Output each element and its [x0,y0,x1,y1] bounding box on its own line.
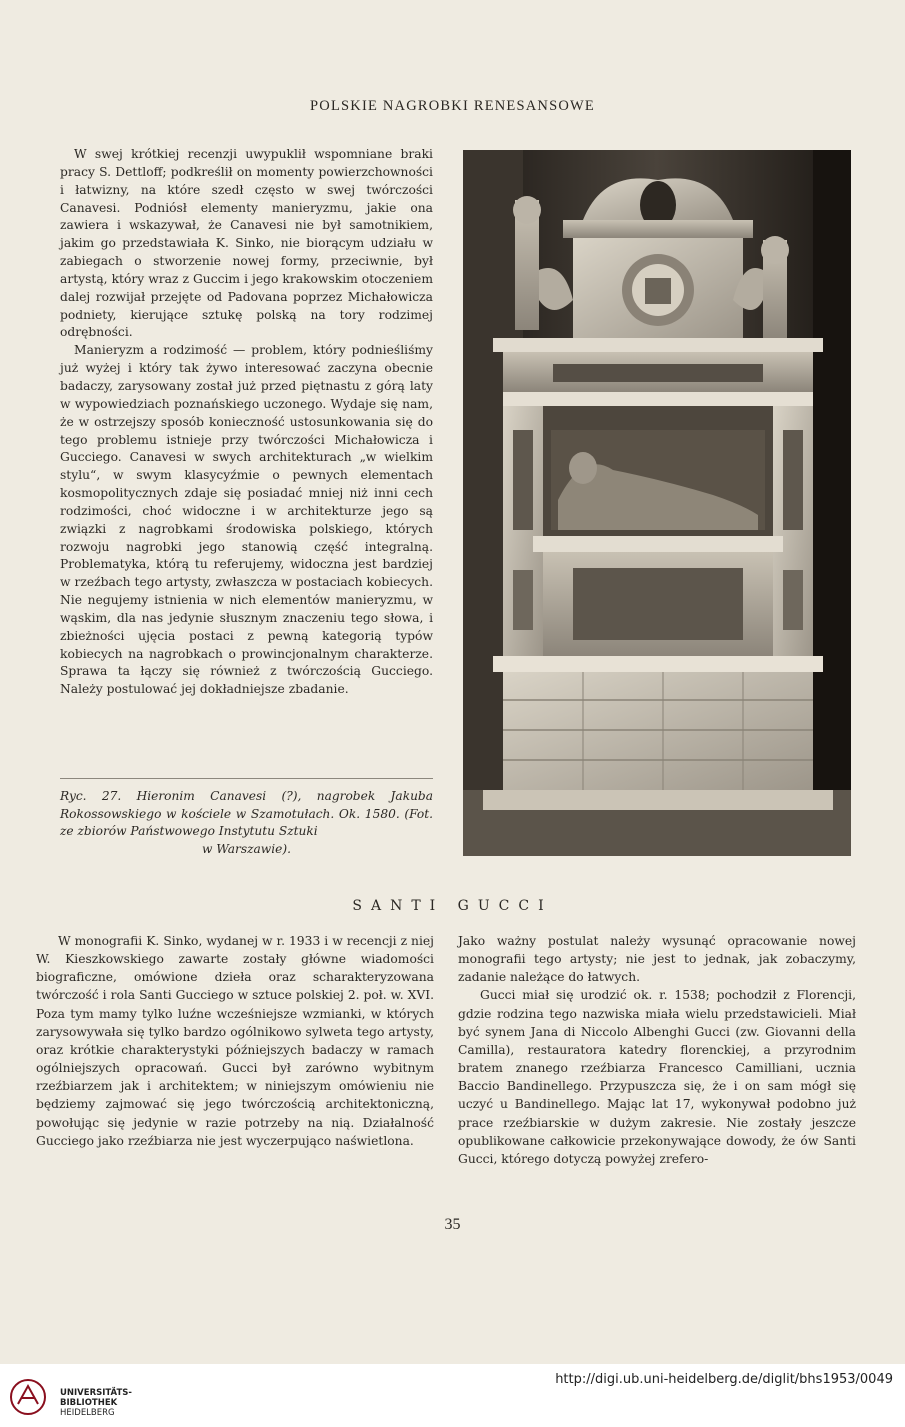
library-name-line: BIBLIOTHEK [60,1398,118,1408]
library-name [60,1388,132,1418]
left-column-text [36,932,434,1150]
caption-main: Ryc. 27. Hieronim Canavesi (?), nagrobek Jakuba Rokossowskiego w kościele w Szamotułach. Ok. 1580. (Fot. ze zbiorów Państwowego Instytutu Sztuki [60,789,433,838]
source-url[interactable]: http://digi.ub.uni-heidelberg.de/diglit/bhs1953/0049 [555,1372,893,1387]
paragraph: Gucci miał się urodzić ok. r. 1538; pochodził z Florencji, gdzie rodzina tego nazwiska miała wielu przedstawicieli. Miał być synem Jana di Niccolo Albenghi Gucci (zw. Giovanni della Camilla), restauratora katedry florenckiej, a przyrodnim bratem znanego rzeźbiarza Francesco Camilliani, ucznia Baccio Bandinellego. Przypuszcza się, że i on sam mógł się uczyć u Bandinellego. Mając lat 17, wykonywał podobno już prace rzeźbiarskie w dużym zakresie. Nie zostały jeszcze opublikowane całkowicie przekonywające dowody, że ów Santi Gucci, którego dotyczą powyżej zrefero- [458,988,856,1166]
right-column-text [458,932,856,1168]
library-seal-icon [8,1374,48,1420]
caption-last-line: w Warszawie). [202,841,291,856]
footer-bar [0,1364,905,1427]
tomb-illustration [463,150,851,856]
page-number: 35 [444,1216,461,1233]
paragraph: W monografii K. Sinko, wydanej w r. 1933 i w recencji z niej W. Kieszkowskiego zawarte zostały główne wiadomości biograficzne, omówione dzieła oraz scharakteryzowana twórczość i rola Santi Gucciego w sztuce polskiej 2. poł. w. XVI. Poza tym mamy tylko luźne wcześniejsze wzmianki, w których zarysowywała się tylko bardzo ogólnikowo sylweta tego artysty, oraz krótkie charakterystyki późniejszych badaczy w ramach ogólniejszych opracowań. Gucci był zarówno wybitnym rzeźbiarzem jak i architektem; w niniejszym omówieniu nie będziemy zajmować się jego twórczością architektoniczną, powołując się jedynie w razie potrzeby na nią. Działalność Gucciego jako rzeźbiarza nie jest wyczerpująco naświetlona. [36,934,434,1148]
library-logo [8,1374,132,1420]
library-name-line: HEIDELBERG [60,1408,115,1418]
paragraph: Jako ważny postulat należy wysunąć opracowanie nowej monografii tego artysty; nie jest to jednak, jak zobaczymy, zadanie należące do łatwych. [458,934,856,985]
caption-rule [60,778,433,779]
upper-left-text [60,146,433,699]
library-name-line: UNIVERSITÄTS- [60,1388,132,1398]
figure-caption [60,788,433,858]
paragraph: W swej krótkiej recenzji uwypuklił wspomniane braki pracy S. Dettloff; podkreślił on momenty powierzchowności i łatwizny, na które szedł często w swej twórczości Canavesi. Podniósł elementy manieryzmu, jakie ona zawiera i wskazywał, że Canavesi nie był samotnikiem, jakim go przedstawiała K. Sinko, nie biorącym udziału w zabiegach o stworzenie nowej formy, przeciwnie, był artystą, który wraz z Guccim i jego krakowskim otoczeniem dalej rozwijał przejęte od Padovana poprzez Michałowicza podniety, kierujące sztukę polską na tory rodzimej odrębności. [60,147,433,340]
running-head: POLSKIE NAGROBKI RENESANSOWE [310,98,595,114]
section-title: SANTI GUCCI [352,898,553,914]
tomb-photograph [463,150,851,856]
paragraph: Manieryzm a rodzimość — problem, który podnieśliśmy już wyżej i który tak żywo interesować zaczyna obecnie badaczy, zarysowany został już przed piętnastu z górą laty w wypowiedziach poznańskiego uczonego. Wydaje się nam, że w ostrzejszy sposób konieczność ustosunkowania się do tego problemu istnieje przy twórczości Michałowicza i Gucciego. Canavesi w swych architekturach „w wielkim stylu“, w swym klasycyźmie o pewnych elementach kosmopolitycznych zdaje się posiadać mniej niż inni cech rodzimości, choć widoczne i w architekturze jego są związki z nagrobkami środowiska polskiego, których rozwoju nagrobki jego stanowią część integralną. Problematyka, którą tu referujemy, widoczna jest bardziej w rzeźbach tego artysty, zwłaszcza w postaciach kobiecych. Nie negujemy istnienia w nich elementów manieryzmu, w wąskim, dla nas jedynie słusznym znaczeniu tego słowa, i zbieżności ujęcia postaci z pewną kategorią typów kobiecych na nagrobkach o prowincjonalnym charakterze. Sprawa ta łączy się również z twórczością Gucciego. Należy postulować jej dokładniejsze zbadanie. [60,343,433,697]
